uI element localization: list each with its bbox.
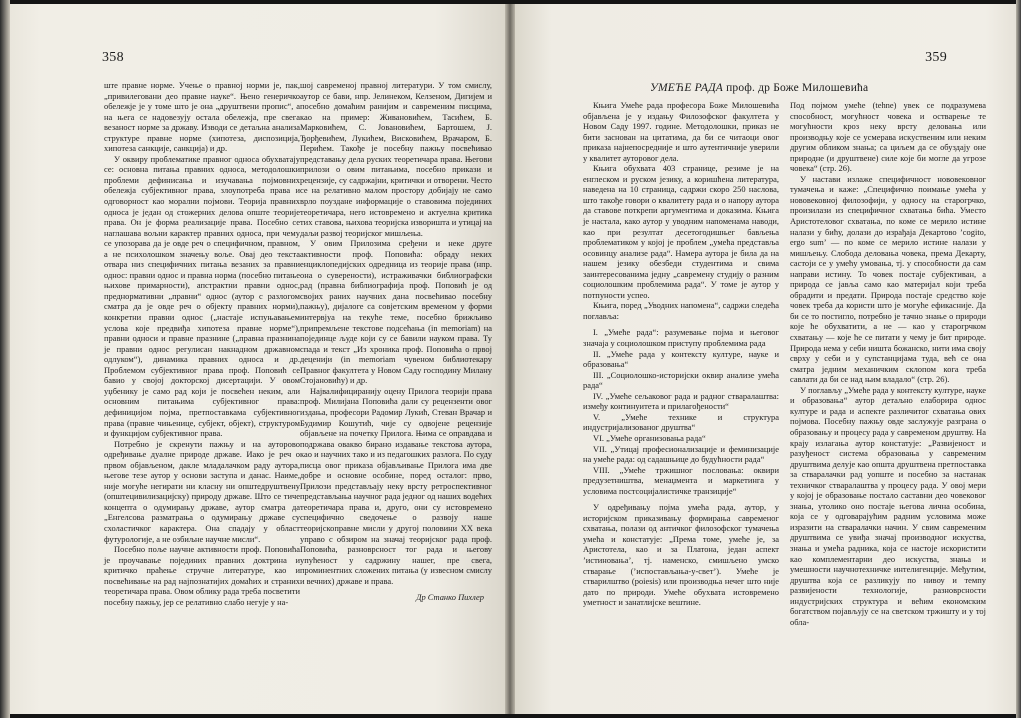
paragraph: У настави излаже специфичност нововековног тумачења и каже: „Специфично поимање умећа у нововековној филозофији, у односу на старогрчко, произилази из специфичног схватања бића. Уместо Аристотеловог схватања, по коме се мерило истине налази у бићу, долази до израђаја Декартово ’cogito, ergo sum’ — по коме се мерило истине налази у мишљењу. Слобода деловања човека, према Декарту, састоји се у умећу умовања, тј. у способности да сам направи истину. То човек постаје субјективан, а природа се јавља само као материјал који треба обрадити и предати. Природа постаје средство које човек треба да користи што је могуће ефикасније. Да би се то постигло, потребно је тачно знање о природи које ће обухватити, а не — као у старогрчком схватању — које ће се питати у чему је бит природе. Природа нема у себи ништа божанско, нити има своју сврху у себи и у супстанцијама туда, већ се она сматра једним механичким склопом кога треба савлати да би се над њим владало“ (стр. 26).	[790, 173, 986, 385]
right-page-column-1	[583, 100, 779, 608]
right-fore-edge	[1016, 0, 1021, 718]
paragraph: VIII. „Умеће тржишног пословања: оквири предузетништва, менаџмента и маркетинга у условима постсоцијалистичке транзиције“	[583, 464, 779, 496]
paragraph: У поглављу „Умеће рада у контексту културе, науке и образовања“ аутор детаљно елаборира однос културе и рада и аспекте различитог схватања ових појмова. Посебну пажњу овде заслужује разграна о образовању и процесу рада у савременом друштву. На крају излагања аутор констатује: „Развијеност и разуђеност система образовања у савременим друштвима делује као општа друштвена претпоставка за стваралачки рад уопште и посебно за настанак техничког стваралаштва у процесу рада. У овој мери у којој је образовање постало саставни део човековог знања, утолико оно постаје његова лична особина, која се у одговарајућим радним условима може изразити на стваралачки начин. У свим савременим друштвима се увиђа значај производног искуства, знања и умећа радника, која се настоје искористити као комплементарни део искуства, знања и умешности научнотехничке интелигенције. Међутим, друштва која се разликују по нивоу и темпу развијености технологије, разноврсности индустријских структура и већим економским богатством појављују се на светском тржишту и у тој обла-	[790, 384, 986, 627]
right-page-column-2	[790, 100, 986, 627]
left-page-number: 358	[102, 50, 124, 65]
paragraph: Највалифициранију оцену Прилога теорији права проф. Милијана Поповића дали су рецензенти овог издања, професори Радомир Лукић, Стеван Врачар и Будимир Кошутић, чије су одвојене рецензије објављене на почетку Прилога. Њима се оправдава и подржава овакво бирано издавање текстова аутора, као и научних тако и из педагошких разлога. По суду писца овог приказа објављивање Прилога има две добре и основне особине, поред осталог: прво, Прилози представљају неку врсту ретроспективног представљања научног рада једног од наших водећих теоретичара права и, друго, они су истовремено специфично сведочење о развоју наше теоријскоправне мисли у другој половини XX века управо с обзиром на значај теоријског рада проф. Поповића, разноврсност тог рада и његову упућеност у садржину нашег, пре свега, проминентних сложених питања (у извесном смислу и вечних) државе и права.	[300, 385, 492, 586]
paragraph: У одређивању појма умећа рада, аутор, у историјском приказивању формирања савременог схватања, полази од античког филозофског тумачења умећа и констатује: „Према томе, умеће је, за Аристотела, као и за Платона, један аспект ’истиновања’, тј. наменско, смишљено умско стварање (’испостављања-у-свет’). Умеће је стварилштво (poiesis) или производња нечег што није дато по природи. Умеће обухвата истовремено уметност и занатлијске вештине.	[583, 502, 779, 608]
paragraph: шој савременој правној литератури. У том смислу, аутор се бави, нпр. Јелинеком, Келзеном, Дигијем и посебно домаћим ранијим и савременим писцима, као на пример: Живановићем, Тасићем, Б. Марковићем, С. Јовановићем, Бартошем, Ј. Ђорђевићем, Лукићем, Висковићем, Врачаром, Б. Перићем. Такође је посебну пажњу посвећивао представању дела руских теоретичара права. Његови прилози о овим питањима, посебно прикази и рецензије, су садржајни, критички и отворени. Често се на релативно малом простору добијају не само врло поуздане информације о ставовима појединих теоретичара, него истовремено и актуелна критика тих ставова, њихова теоријска изворишта и утицај на даљи развој теоријског мишљења.	[300, 80, 492, 238]
paragraph: Потребно је скренути пажњу и на ауторово одређивање дуалне природе државе. Иако је реч о првом објављеном, дакле младалачком раду аутора, његове тезе аутор у основи заступа и данас. Наиме, није могуће негирати ни класну ни општедруштвену (општецивилизацијску) природу државе. Што се тиче концепта о одумирању државе, аутор сматра да „Енгелсова разматрања о одумирању државе су схоластичког карактера. Она спадају у област футурологије, а не озбиљне научне мисли“.	[104, 438, 300, 544]
paragraph: V. „Умеће технике и структура индустријализованог друштва“	[583, 411, 779, 433]
paragraph: Под појмом умеће (tehne) увек се подразумева способност, могућност човека и остварење те могућности кроз неку врсту деловања или производњу које се усмерава искуственим или неким другим обликом знања; са циљем да се обуздају оне природне (и друштвене) силе које би могле да угрозе човека“ (стр. 26).	[790, 100, 986, 174]
left-fore-edge	[0, 0, 10, 718]
paragraph: Књига, поред „Уводних напомена“, садржи следећа поглавља:	[583, 300, 779, 321]
paragraph: VI. „Умеће организовања рада“	[593, 432, 706, 443]
paragraph: Књига обухвата 403 странице, резиме је на енглеском и руском језику, а коришћена литература, наведена на 10 страница, садржи скоро 250 наслова, што такође говори о квалитету рада и о напору аутора да ставове поткрепи аргументима и доказима. Књига је настала, како аутор у уводним напоменама наводи, као при резултат десетогодишњег бављења проблематиком у којој је проблем „умећа представља осовинцу анализе рада“. Намера аутора је била да на нашем језику обезбеди студентима и свима заинтересованима једну „савремену студију о разним социолошким проблемима рада“. У томе је аутор у потпуности успео.	[583, 163, 779, 300]
left-page-column-2	[300, 80, 492, 603]
paragraph: I. „Умеће рада“: разумевање појма и његовог значаја у социолошком приступу проблемима рада	[583, 327, 779, 349]
paragraph: VII. „Утицај професионализације и феминизације на умеће рада: од садашњице до будућности рада“	[583, 443, 779, 465]
reviewer-signature: Др Станко Пихлер	[416, 592, 484, 603]
review-title-book: УМЕЋЕ РАДА	[650, 82, 723, 94]
book-gutter	[505, 4, 515, 714]
paragraph: ште правне норме. Учење о правној норми је, пак, „привилеговани део правне науке“. Њено генеричко обележје је у томе што је она „друштвени пропис“, а на њега се надовезују остала обележја, пре свега везаност норме за државу. Изводи се детаљна анализа структуре правне норме (хипотеза, диспозиција, хипотеза санкције, санкција) и др.	[104, 80, 300, 154]
paragraph: У оквиру проблематике правног односа обухватају се: основна питања правних односа, методолошки проблеми дефинисања и изучавања појмовних обележја субјективног права, злоупотреба права и одговорност као морални појмови. Теорија правних односа је један од стожерних делова опште теорије права. Он је форма реализације права. Посебно се наглашава вољни карактер правних односа, при чему се упозорава да је овде реч о специфичном, правном, а не психолошком значењу воље. Овај део текста отвара низ специфичних питања везаних за правни однос: правни однос и правна норма (посебно питање њихове примарности), апстрактни правни однос, преднормативни „правни“ однос (аутор с разлогом сматра да је овде реч о објекту правних норми), конкретни правни однос („настаје испуњавањем услова које предвиђа хипотеза правне норме“), правни односи и правне празнине („правна празнина је правни однос регулисан накнадном државном одлуком“), динамика правних односа и др. Проблемом субјективног права проф. Поповић се бавио у својој докторској дисертацији. У овом уџбенику је само рад који је посвећен неким, али основним питањима субјективног права: дефиницијом појма, претпоставкама субјективног права (правне чињенице, субјект, објект), структуром и функцијом субјективног права.	[104, 153, 300, 439]
paragraph: Посебно поље научне активности проф. Поповића је проучавање појединих правних доктрина и критичко праћење стручне литературе, као и посвећивање на рад најпознатијих домаћих и страних теоретичара права. Овом облику рада треба посветити посебну пажњу, јер се релативно слабо негује у на-	[104, 544, 300, 607]
paragraph: Књига Умеће рада професора Боже Милошевића објављена је у издању Филозофског факултета у Новом Саду 1997. године. Методолошки, приказ не бити заснован на цитатима, да би се читаоци овог приказа најнепосредније и што аутентичније уверили у квалитет ауторовог дела.	[583, 100, 779, 163]
paragraph: IV. „Умеће сељаковог рада и радног стваралаштва: између континуитета и прилагођености“	[583, 390, 779, 412]
review-title	[650, 82, 990, 94]
right-page-number: 359	[925, 50, 947, 65]
left-page-column-1	[104, 80, 300, 607]
paragraph: II. „Умеће рада у контексту културе, науке и образовања“	[583, 348, 779, 370]
review-title-author: проф. др Боже Милошевића	[726, 82, 869, 94]
paragraph: У овим Прилозима сређени и неке друге активности проф. Поповића: обраду неких енциклопедијских одредница из теорије права (нпр. она о суверености), истраживачки библиографски рад (правна библиографија проф. Поповић је од својих раних научних дана посвећивао посебну пажњу), дијалоге са совјетским временом у форми интервјуа на текуће теме, посебно брижљиво припремљене текстове подсећања (in memoriam) на појединце људе који су се бавили науком права. Ту спада и текст „Из хроника проф. Поповића о првој деценији (in memoriam чувеном библиотекару Правног факултета у Новом Саду господину Милану Стојановићу) и др.	[300, 238, 492, 386]
paragraph: III. „Социолошко-историјски оквир анализе умећа рада“	[583, 369, 779, 391]
